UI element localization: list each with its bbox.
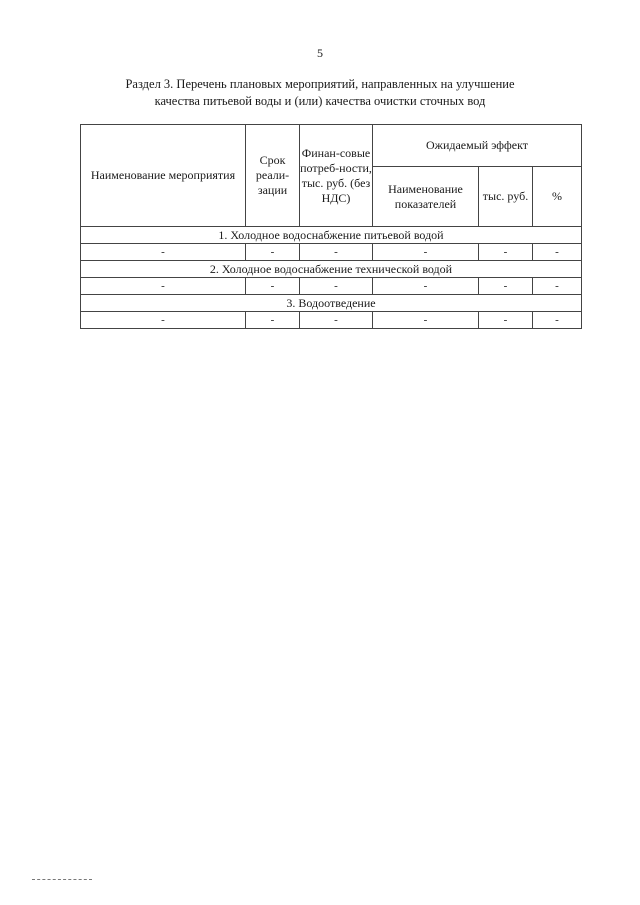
cell: - <box>81 312 246 329</box>
cell: - <box>533 312 582 329</box>
header-percent: % <box>533 167 582 227</box>
cell: - <box>479 244 533 261</box>
cell: - <box>373 278 479 295</box>
cell: - <box>246 278 300 295</box>
cell: - <box>81 278 246 295</box>
page-number: 5 <box>317 46 323 60</box>
cell: - <box>373 244 479 261</box>
header-finance: Финан-совые потреб-ности, тыс. руб. (без НДС) <box>300 125 373 227</box>
header-thousand-rub: тыс. руб. <box>479 167 533 227</box>
cell: - <box>533 244 582 261</box>
measures-table <box>80 124 582 329</box>
header-term: Срок реали-зации <box>246 125 300 227</box>
cell: - <box>246 312 300 329</box>
cell: - <box>246 244 300 261</box>
cell: - <box>300 244 373 261</box>
section-row <box>81 261 582 278</box>
section-title-line-1: Раздел 3. Перечень плановых мероприятий, направленных на улучшение <box>125 77 515 91</box>
section-title <box>80 76 560 110</box>
cell: - <box>479 278 533 295</box>
header-expected-effect: Ожидаемый эффект <box>373 125 582 167</box>
cell: - <box>300 278 373 295</box>
section-row <box>81 295 582 312</box>
footer-mark <box>32 879 92 881</box>
section-title-cell: 2. Холодное водоснабжение технической водой <box>81 261 582 278</box>
cell: - <box>533 278 582 295</box>
table-row <box>81 278 582 295</box>
header-indicators: Наименование показателей <box>373 167 479 227</box>
table-row <box>81 244 582 261</box>
section-title-cell: 3. Водоотведение <box>81 295 582 312</box>
section-row <box>81 227 582 244</box>
table-row <box>81 312 582 329</box>
header-name: Наименование мероприятия <box>81 125 246 227</box>
section-title-line-2: качества питьевой воды и (или) качества очистки сточных вод <box>154 94 486 108</box>
section-title-cell: 1. Холодное водоснабжение питьевой водой <box>81 227 582 244</box>
cell: - <box>300 312 373 329</box>
cell: - <box>479 312 533 329</box>
cell: - <box>373 312 479 329</box>
table-header-row <box>81 125 582 167</box>
cell: - <box>81 244 246 261</box>
